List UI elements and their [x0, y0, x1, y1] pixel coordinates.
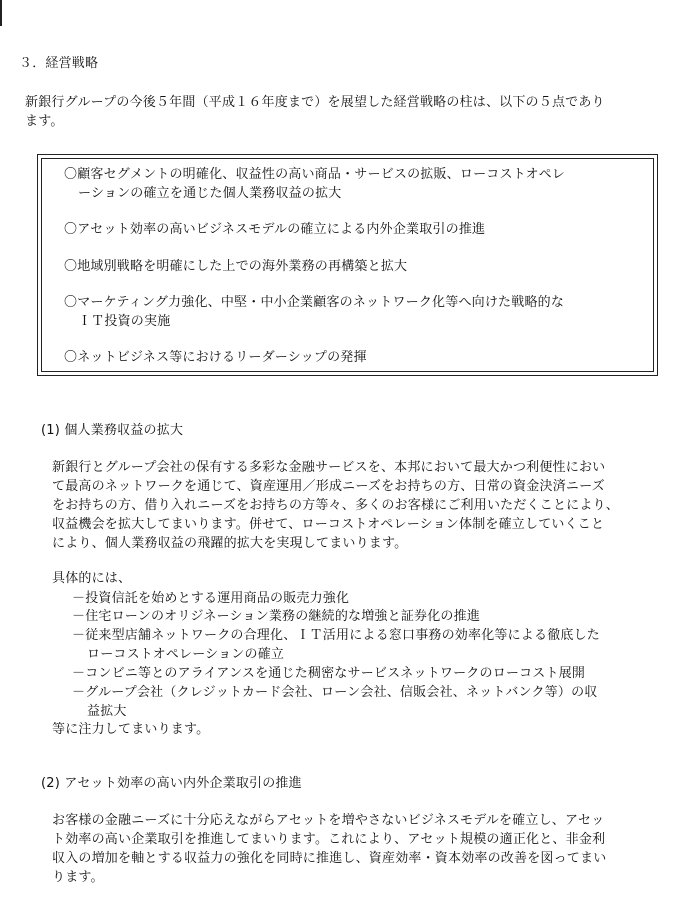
- section1-paragraph-line: 収益機会を拡大してまいります。併せて、ローコストオペレーション体制を確立していくこと: [52, 517, 605, 532]
- strategy-item: ＩＴ投資の実施: [78, 314, 171, 329]
- section1-paragraph-line: をお持ちの方、借り入れニーズをお持ちの方等々、多くのお客様にご利用いただくことにより、: [52, 498, 619, 513]
- strategy-item: 〇マーケティング力強化、中堅・中小企業顧客のネットワーク化等へ向けた戦略的な: [64, 295, 565, 310]
- list-item: －投資信託を始めとする運用商品の販売力強化: [72, 591, 350, 606]
- page-edge-mark: [0, 0, 2, 26]
- list-item: －住宅ローンのオリジネーション業務の継続的な増強と証券化の推進: [72, 609, 481, 624]
- intro-line: ます。: [25, 114, 64, 129]
- strategy-item: 〇地域別戦略を明確にした上での海外業務の再構築と拡大: [64, 259, 408, 274]
- section1-paragraph-line: 新銀行とグループ会社の保有する多彩な金融サービスを、本邦において最大かつ利便性におい: [52, 460, 606, 475]
- section1-heading: (1) 個人業務収益の拡大: [41, 423, 184, 438]
- list-item: －グループ会社（クレジットカード会社、ローン会社、信販会社、ネットバンク等）の収: [72, 685, 598, 700]
- list-item: －コンビニ等とのアライアンスを通じた稠密なサービスネットワークのローコスト展開: [72, 666, 586, 681]
- strategy-item: 〇ネットビジネス等におけるリーダーシップの発揮: [64, 350, 367, 365]
- section2-paragraph-line: 収入の増加を軸とする収益力の強化を同時に推進し、資産効率・資本効率の改善を図ってまい: [52, 851, 607, 866]
- strategy-item: ーションの確立を通じた個人業務収益の拡大: [78, 186, 342, 201]
- strategy-item: 〇アセット効率の高いビジネスモデルの確立による内外企業取引の推進: [64, 222, 486, 237]
- section2-paragraph-line: ります。: [52, 870, 104, 885]
- section2-paragraph-line: お客様の金融ニーズに十分応えながらアセットを増やさないビジネスモデルを確立し、アセッ: [52, 813, 605, 828]
- section-title: ３．経営戦略: [19, 56, 99, 71]
- section1-closing: 等に注力してまいります。: [52, 722, 210, 737]
- intro-line: 新銀行グループの今後５年間（平成１６年度まで）を展望した経営戦略の柱は、以下の５点であり: [25, 95, 605, 110]
- section2-heading: (2) アセット効率の高い内外企業取引の推進: [41, 776, 302, 791]
- section1-paragraph-line: により、個人業務収益の飛躍的拡大を実現してまいります。: [52, 536, 408, 551]
- section2-paragraph-line: ト効率の高い企業取引を推進してまいります。これにより、アセット規模の適正化と、非金利: [52, 832, 606, 847]
- specifics-label: 具体的には、: [52, 571, 132, 586]
- list-item: －従来型店舗ネットワークの合理化、ＩＴ活用による窓口事務の効率化等による徹底した: [72, 628, 601, 643]
- section1-paragraph-line: て最高のネットワークを通じて、資産運用／形成ニーズをお持ちの方、日常の資金決済ニーズ: [52, 479, 605, 494]
- list-item: ローコストオペレーションの確立: [87, 647, 285, 662]
- strategy-item: 〇顧客セグメントの明確化、収益性の高い商品・サービスの拡販、ローコストオペレ: [64, 167, 566, 182]
- list-item: 益拡大: [87, 704, 127, 719]
